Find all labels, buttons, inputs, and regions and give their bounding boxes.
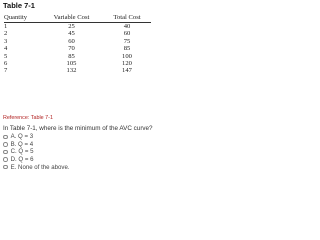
radio-button[interactable] [3,165,8,170]
table-row [4,60,151,67]
total-cost-cell: 40 [123,23,131,30]
option-a[interactable] [3,133,70,141]
variable-cost-cell: 60 [68,37,75,45]
table-row [4,67,151,74]
quantity-cell: 4 [4,45,8,53]
option-label: A. Q = 3 [10,133,34,141]
table-header-row [4,14,151,23]
total-cost-cell: 85 [123,45,131,53]
total-cost-cell: 147 [122,67,132,75]
quantity-cell: 1 [4,23,8,30]
variable-cost-cell: 70 [68,45,75,53]
quantity-cell: 6 [4,60,8,68]
total-cost-cell: 100 [122,52,132,60]
variable-cost-cell: 25 [68,23,75,30]
option-label: C. Q = 5 [10,148,34,156]
quantity-cell: 5 [4,52,8,60]
quantity-cell: 7 [4,67,8,75]
option-label: B. Q = 4 [10,140,34,148]
variable-cost-cell: 45 [68,30,75,38]
quantity-cell: 3 [4,37,8,45]
variable-cost-cell: 85 [68,52,75,60]
table-row [4,38,151,45]
table-row [4,30,151,37]
variable-cost-cell: 132 [66,67,77,75]
header-variable-cost: Variable Cost [40,14,103,23]
header-quantity: Quantity [4,14,40,23]
radio-button[interactable] [3,157,8,162]
option-c[interactable] [3,148,70,156]
option-label: E. None of the above. [10,163,70,171]
reference-note: Reference: Table 7-1 [3,115,53,121]
total-cost-cell: 120 [122,60,132,68]
quantity-cell: 2 [4,30,8,38]
total-cost-cell: 60 [123,30,131,38]
variable-cost-cell: 105 [66,60,77,68]
option-b[interactable] [3,141,70,149]
option-d[interactable] [3,156,70,164]
radio-button[interactable] [3,150,8,155]
table-title: Table 7-1 [3,1,35,10]
header-total-cost: Total Cost [103,14,151,23]
radio-button[interactable] [3,142,8,147]
option-e[interactable] [3,163,70,171]
question-text: In Table 7-1, where is the minimum of the AVC curve? [3,125,153,132]
cost-table [4,14,151,75]
answer-options [3,133,70,171]
table-row [4,53,151,60]
radio-button[interactable] [3,135,8,140]
total-cost-cell: 75 [123,37,131,45]
table-row [4,45,151,52]
option-label: D. Q = 6 [10,156,34,164]
table-row [4,23,151,31]
